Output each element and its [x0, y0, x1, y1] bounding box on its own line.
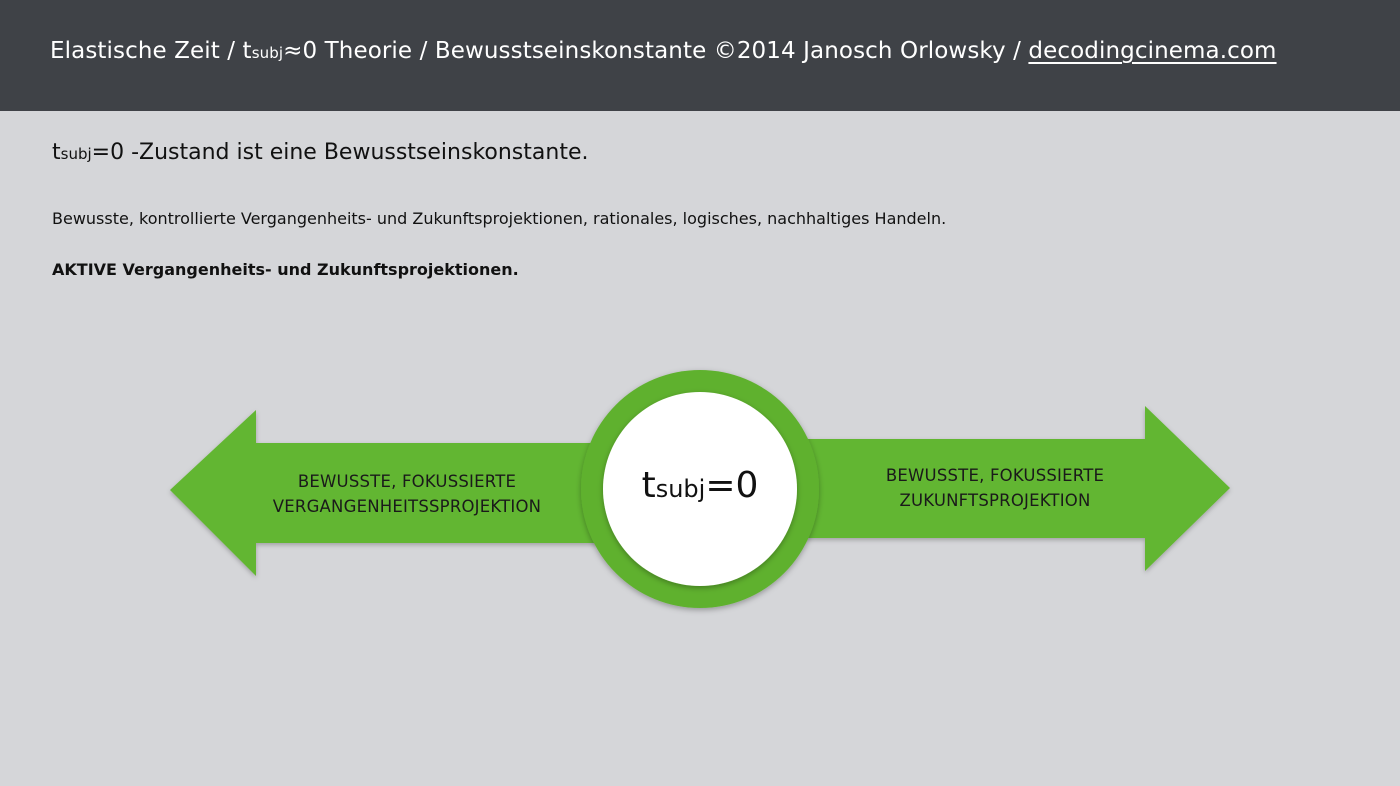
future-projection-label-line1: BEWUSSTE, FOKUSSIERTE: [885, 466, 1105, 485]
past-projection-label: [232, 469, 582, 519]
projection-diagram: [0, 360, 1400, 630]
website-link[interactable]: decodingcinema.com: [1028, 38, 1277, 64]
center-t: t: [641, 465, 656, 506]
heading-t: t: [52, 140, 61, 165]
center-subscript: subj: [655, 475, 706, 503]
center-rest: =0: [705, 465, 759, 506]
header-title: [50, 38, 1277, 64]
center-tsubj-label: [600, 465, 800, 506]
header-title-subscript: subj: [251, 44, 284, 62]
active-projections-line: AKTIVE Vergangenheits- und Zukunftsprojektionen.: [52, 260, 519, 279]
header-title-prefix: Elastische Zeit / t: [50, 38, 252, 64]
header-title-suffix: ≈0 Theorie / Bewusstseinskonstante ©2014 Janosch Orlowsky /: [283, 38, 1029, 64]
description-paragraph: Bewusste, kontrollierte Vergangenheits- und Zukunftsprojektionen, rationales, logisches, nachhaltiges Handeln.: [52, 209, 947, 228]
heading-rest: =0 -Zustand ist eine Bewusstseinskonstante.: [91, 140, 589, 165]
page-heading: [52, 140, 588, 165]
past-projection-label-line1: BEWUSSTE, FOKUSSIERTE: [297, 472, 517, 491]
header-bar: [0, 0, 1400, 111]
future-projection-label-line2: ZUKUNFTSPROJEKTION: [899, 491, 1091, 510]
future-projection-label: [830, 463, 1160, 513]
past-projection-label-line2: VERGANGENHEITSSPROJEKTION: [272, 497, 542, 516]
heading-subscript: subj: [60, 145, 92, 163]
